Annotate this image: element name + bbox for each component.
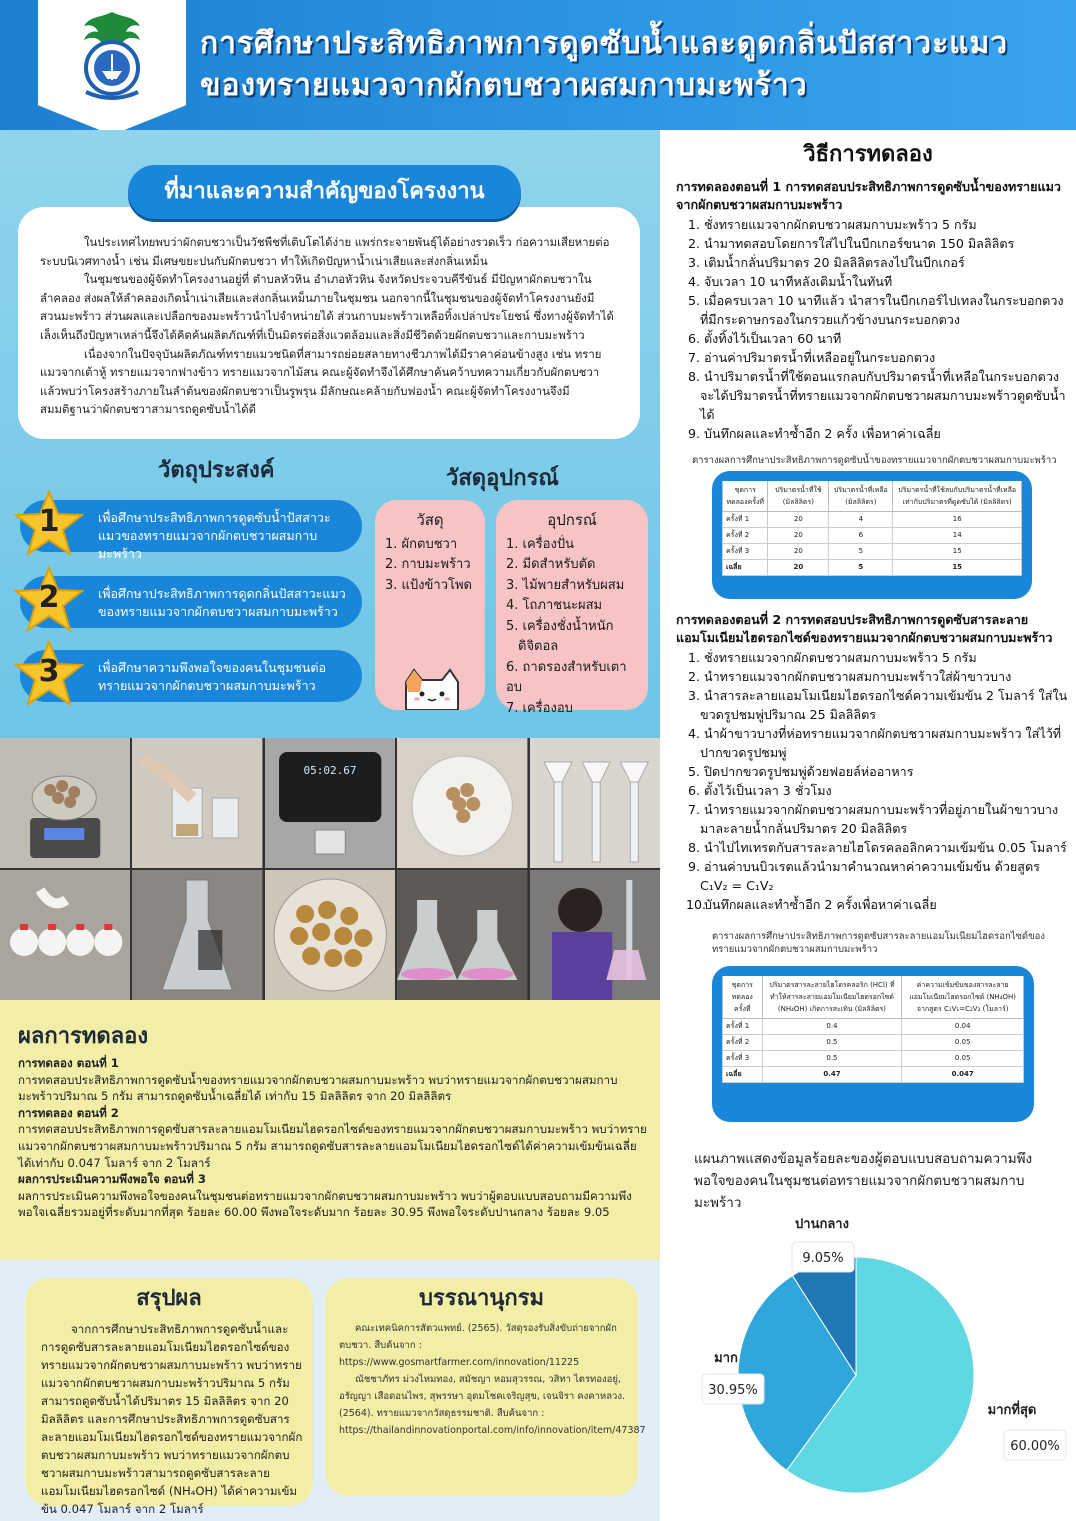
method-step: 5. ปิดปากขวดรูปชมพู่ด้วยฟอยล์ห่ออาหาร (687, 764, 914, 779)
method-step: 6. ตั้งไว้เป็นเวลา 3 ชั่วโมง (687, 783, 832, 798)
star-number: 2 (38, 580, 60, 615)
table2-header: ปริมาตรสารละลายไฮโดรคลอริก (HCl) ที่ทำให้สารละลายแอมโมเนียมไฮดรอกไซด์ (NH₄OH) เกิดการสะเทิน (มิลลิลิตร) (762, 976, 902, 1019)
objective-text: เพื่อศึกษาประสิทธิภาพการดูดกลิ่นปัสสาวะแมวของทรายแมวจากผักตบชวาผสมกาบมะพร้าว (98, 586, 346, 619)
references-title: บรรณานุกรม (418, 1286, 545, 1311)
equipment-item: 6. ถาดรองสำหรับเตาอบ (506, 659, 627, 695)
table2-header: ค่าความเข้มข้นของสารละลายแอมโมเนียมไฮดรอกไซด์ (NH₄OH) จากสูตร C₁V₁=C₂V₂ (โมลาร์) (902, 976, 1024, 1019)
materials-head: วัสดุ (416, 511, 444, 529)
reference-item: คณะเทคนิคการสัตวแพทย์. (2565). วัสดุรองรับสิ่งขับถ่ายจากผักตบชวา. สืบค้นจาก : https://www.gosmartfarmer.com/innovation/11225 (339, 1323, 617, 1368)
experiment-photo-grid (0, 738, 660, 1000)
objective-text: เพื่อศึกษาความพึงพอใจของคนในชุมชนต่อทรายแมวจากผักตบชวาผสมกาบมะพร้าว (98, 660, 327, 693)
table1-header: ปริมาตรน้ำที่ใช้ (มิลลิลิตร) (768, 481, 829, 512)
pie-value-label: 9.05% (802, 1251, 844, 1266)
star-badge-2 (14, 566, 84, 634)
method-step: 8. นำไปไทเทรตกับสารละลายไฮโดรคลอลิกความเข้มข้น 0.05 โมลาร์ (687, 840, 1067, 855)
cat-illustration-icon (400, 666, 464, 710)
method-step: 1. ชั่งทรายแมวจากผักตบชวาผสมกาบมะพร้าว 5 กรัม (687, 217, 977, 232)
table2-caption: ตารางผลการศึกษาประสิทธิภาพการดูดซับสารละลายแอมโมเนียมไฮดรอกไซด์ของทรายแมวจากผักตบชวาผสมกาบมะพร้าว (712, 931, 1045, 955)
reference-item: ณัชชาภัทร ม่วงไหมทอง, สมัชญา หอมสุวรรณ, วสิทา ไตรทองอยู่, อรัญญา เสือดอนไพร, สุพรรษา อุดมโชคเจริญสุข, เจนจิรา คงคาหลวง. (2564). ทรายแมวจากวัสดุธรรมชาติ. สืบค้นจาก : https://thailandinnovationportal.com/info/innovation/item/47387 (339, 1374, 646, 1436)
background-section-title: ที่มาและความสำคัญของโครงงาน (128, 165, 521, 219)
method-exp2-head: การทดลองตอนที่ 2 การทดสอบประสิทธิภาพการดูดซับสารละลายแอมโมเนียมไฮดรอกไซด์ของทรายแมวจากผักตบชวาผสมกาบมะพร้าว (676, 612, 1053, 645)
equipment-item: 2. มีดสำหรับตัด (506, 557, 596, 572)
table-row: ครั้งที่ 3 20 5 15 (723, 544, 1022, 560)
table1-caption: ตารางผลการศึกษาประสิทธิภาพการดูดซับน้ำของทรายแมวจากผักตบชวาผสมกาบมะพร้าว (692, 455, 1057, 466)
satisfaction-pie-chart (676, 1210, 1076, 1510)
method-step: 2. นำทรายแมวจากผักตบชวาผสมกาบมะพร้าวใส่ผ้าขาวบาง (687, 669, 1012, 684)
material-item: 3. แป้งข้าวโพด (385, 577, 472, 593)
material-item: 2. กาบมะพร้าว (385, 557, 471, 572)
table1-header: ปริมาตรน้ำที่เหลือ (มิลลิลิตร) (829, 481, 893, 512)
method-step: 9. อ่านค่าบนบิวเรตแล้วนำมาคำนวณหาค่าความเข้มข้น ด้วยสูตร C₁V₂ = C₁V₂ (687, 859, 1040, 893)
photo-cat-litter-plate (397, 738, 527, 868)
method-step: 1. ชั่งทรายแมวจากผักตบชวาผสมกาบมะพร้าว 5 กรัม (687, 650, 977, 665)
method-step: 10.บันทึกผลและทำซ้ำอีก 2 ครั้งเพื่อหาค่าเฉลี่ย (686, 897, 937, 912)
table2-frame (712, 966, 1034, 1122)
results-exp1-text: การทดสอบประสิทธิภาพการดูดซับน้ำของทรายแมวจากผักตบชวาผสมกาบมะพร้าว พบว่าทรายแมวจากผักตบชวาผสมกาบมะพร้าวปริมาณ 5 กรัม สามารถดูดซับน้ำเฉลี่ยได้ เท่ากับ 15 มิลลิลิตร จาก 20 มิลลิลิตร (18, 1072, 618, 1104)
background-paragraph-3: เนื่องจากในปัจจุบันผลิตภัณฑ์ทรายแมวชนิดที่สามารถย่อยสลายทางชีวภาพได้มีราคาค่อนข้างสูง เช่น ทรายแมวจากเต้าหู้ ทรายแมวจากฟางข้าว ทรายแมวจากไม้สน คณะผู้จัดทำจึงได้ศึกษาค้นคว้าบทความเกี่ยวกับผักตบชวาแล้วพบว่าโครงสร้างภายในลำต้นของผักตบชวาเป็นรูพรุน มีลักษณะคล้ายกับฟองน้ำ คณะผู้จัดทำโครงงานจึงมีสมมติฐานว่าผักตบชวาสามารถดูดซับน้ำได้ดี (40, 346, 602, 417)
photo-litter-pellets-bowl (265, 870, 395, 1000)
star-number: 1 (38, 504, 60, 539)
table1-header: ชุดการทดลองครั้งที่ (723, 481, 768, 512)
results-exp3-head: ผลการประเมินความพึงพอใจ ตอนที่ 3 (18, 1172, 206, 1187)
stopwatch-readout: 05:02.67 (303, 764, 357, 777)
method-step: 4. นำผ้าขาวบางที่ห่อทรายแมวจากผักตบชวาผสมกาบมะพร้าว ใส่ไว้ที่ปากขวดรูปชมพู่ (687, 726, 1062, 760)
method-step: 3. เติมน้ำกลั่นปริมาตร 20 มิลลิลิตรลงไปในบีกเกอร์ (687, 255, 965, 270)
photo-funnels-cylinders (530, 738, 660, 868)
materials-title: วัสดุอุปกรณ์ (446, 466, 559, 491)
photo-cloth-bundles (0, 870, 130, 1000)
table1-header: ปริมาตรน้ำที่ใช้ลบกับปริมาตรน้ำที่เหลือเท่ากับปริมาตรที่ดูดซับได้ (มิลลิลิตร) (893, 481, 1022, 512)
method-exp2-steps (676, 648, 1068, 914)
results-exp1-head: การทดลอง ตอนที่ 1 (18, 1056, 119, 1070)
equipment-item: 7. เครื่องอบ (506, 700, 573, 716)
method-step: 4. จับเวลา 10 นาทีหลังเติมน้ำในทันที (687, 274, 893, 289)
conclusion-text: จากการศึกษาประสิทธิภาพการดูดซับน้ำและการดูดซับสารละลายแอมโมเนียมไฮดรอกไซด์ของทรายแมวจากผักตบชวาผสมกาบมะพร้าว พบว่าทรายแมวจากผักตบชวาผสมกาบมะพร้าวปริมาณ 5 กรัม สามารถดูดซับน้ำได้ปริมาตร 15 มิลลิลิตร จาก 20 มิลลิลิตร และการศึกษาประสิทธิภาพการดูดซับสารละลายแอมโมเนียมไฮดรอกไซด์ของทรายแมวจากผักตบชวาผสมกาบมะพร้าว พบว่าทรายแมวจากผักตบชวาผสมกาบมะพร้าวสามารถดูดซับสารละลายแอมโมเนียมไฮดรอกไซด์ (NH₄OH) ได้ค่าความเข้มข้น 0.047 โมลาร์ จาก 2 โมลาร์ (41, 1322, 303, 1516)
method-title: วิธีการทดลอง (803, 142, 933, 167)
equipment-item: 4. โถภาชนะผสม (506, 598, 603, 613)
method-step: 9. บันทึกผลและทำซ้ำอีก 2 ครั้ง เพื่อหาค่าเฉลี่ย (687, 426, 941, 441)
method-step: 2. นำมาทดสอบโดยการใส่ไปในบีกเกอร์ขนาด 150 มิลลิลิตร (687, 236, 1015, 251)
equipment-item: ดิจิตอล (518, 639, 559, 654)
method-step: 7. อ่านค่าปริมาตรน้ำที่เหลืออยู่ในกระบอกตวง (687, 350, 936, 365)
method-step: 5. เมื่อครบเวลา 10 นาทีแล้ว นำสารในบีกเกอร์ไปเทลงในกระบอกตวงที่มีกระดาษกรองในกรวยแก้วข้างบนกระบอกตวง (687, 293, 1064, 327)
photo-beaker-pouring (132, 738, 262, 868)
table-row: ครั้งที่ 2 20 6 14 (723, 528, 1022, 544)
star-badge-3 (14, 640, 84, 708)
background-paragraph-1: ในประเทศไทยพบว่าผักตบชวาเป็นวัชพืชที่เติบโตได้ง่าย แพร่กระจายพันธุ์ได้อย่างรวดเร็ว ก่อความเสียหายต่อระบบนิเวศทางน้ำ เช่น มีเศษขยะปนกับผักตบชวา ทำให้เกิดปัญหาน้ำเน่าเสียและส่งกลิ่นเหม็น (40, 235, 610, 268)
equipment-box (496, 500, 648, 716)
results-exp3-text: ผลการประเมินความพึงพอใจของคนในชุมชนต่อทรายแมวจากผักตบชวาผสมกาบมะพร้าว พบว่าผู้ตอบแบบสอบถามมีความพึงพอใจเฉลี่ยรวมอยู่ที่ระดับมากที่สุด ร้อยละ 60.00 พึงพอใจระดับมาก ร้อยละ 30.95 พึงพอใจระดับปานกลาง ร้อยละ 9.05 (18, 1188, 632, 1220)
equipment-head: อุปกรณ์ (547, 511, 597, 529)
results-title: ผลการทดลอง (18, 1024, 149, 1049)
equipment-item: 3. ไม้พายสำหรับผสม (506, 577, 625, 593)
table-row: ครั้งที่ 3 0.5 0.05 (723, 1051, 1024, 1067)
equipment-item: 5. เครื่องชั่งน้ำหนัก (506, 618, 614, 634)
conclusion-title: สรุปผล (136, 1286, 202, 1311)
star-number: 3 (38, 654, 60, 689)
method-step: 6. ตั้งทิ้งไว้เป็นเวลา 60 นาที (687, 331, 842, 346)
page-title-line-2: ของทรายแมวจากผักตบชวาผสมกาบมะพร้าว (200, 68, 808, 103)
background-paragraph-2: ในชุมชนของผู้จัดทำโครงงานอยู่ที่ ตำบลหัวหิน อำเภอหัวหิน จังหวัดประจวบคีรีขันธ์ มีปัญหาผักตบชวาในลำคลอง ส่งผลให้ลำคลองเกิดน้ำเน่าเสียและส่งกลิ่นเหม็นภายในชุมชน นอกจากนี้ในชุมชนของผู้จัดทำโครงงานยังมีสวนมะพร้าว ส่วนผลและเปลือกของมะพร้าวนำไปจำหน่ายได้ ส่วนกาบมะพร้าวเหลือทิ้งเปล่าประโยชน์ ซึ่งทางผู้จัดทำได้เล็งเห็นถึงปัญหาเหล่านี้จึงได้คิดค้นผลิตภัณฑ์ที่เป็นมิตรต่อสิ่งแวดล้อมและสิ่งมีชีวิตด้วยผักตบชวาและกาบมะพร้าว (40, 272, 614, 342)
method-step: 3. นำสารละลายแอมโมเนียมไฮดรอกไซด์ความเข้มข้น 2 โมลาร์ ใส่ในขวดรูปชมพู่ปริมาณ 25 มิลลิลิตร (687, 688, 1068, 722)
method-step: 8. นำปริมาตรน้ำที่ใช้ตอนแรกลบกับปริมาตรน้ำที่เหลือในกระบอกตวง จะได้ปริมาตรน้ำที่ทรายแมวจากผักตบชวาผสมกาบมะพร้าวดูดซับน้ำได้ (687, 369, 1066, 422)
method-step: 7. นำทรายแมวจากผักตบชวาผสมกาบมะพร้าวที่อยู่ภายในผ้าขาวบาง มาละลายน้ำกลั่นปริมาตร 20 มิลลิลิตร (687, 802, 1059, 836)
results-body (18, 1055, 650, 1221)
photo-flask-in-hand (132, 870, 262, 1000)
table-row: ครั้งที่ 1 0.4 0.04 (723, 1019, 1024, 1035)
pie-category-label: มาก (714, 1351, 738, 1366)
chart-title: แผนภาพแสดงข้อมูลร้อยละของผู้ตอบแบบสอบถามความพึงพอใจของคนในชุมชนต่อทรายแมวจากผักตบชวาผสมกาบมะพร้าว (694, 1151, 1033, 1211)
pie-category-label: มากที่สุด (987, 1403, 1037, 1418)
pie-value-label: 30.95% (708, 1383, 758, 1398)
pie-value-label: 60.00% (1010, 1439, 1060, 1454)
table-row-average: เฉลี่ย 20 5 15 (723, 560, 1022, 576)
photo-student-titrating (530, 870, 660, 1000)
table-row: ครั้งที่ 1 20 4 16 (723, 512, 1022, 528)
page-title-line-1: การศึกษาประสิทธิภาพการดูดซับน้ำและดูดกลิ่นปัสสาวะแมว (200, 26, 1009, 61)
photo-stopwatch (265, 738, 395, 868)
table2-header: ชุดการทดลองครั้งที่ (723, 976, 763, 1019)
school-emblem-icon (70, 8, 154, 108)
table1 (722, 481, 1022, 576)
objective-text: เพื่อศึกษาประสิทธิภาพการดูดซับน้ำปัสสาวะแมวของทรายแมวจากผักตบชวาผสมกาบมะพร้าว (98, 510, 331, 561)
method-exp1-head: การทดลองตอนที่ 1 การทดสอบประสิทธิภาพการดูดซับน้ำของทรายแมวจากผักตบชวาผสมกาบมะพร้าว (676, 179, 1061, 212)
table1-frame (712, 471, 1032, 599)
table-row-average: เฉลี่ย 0.47 0.047 (723, 1067, 1024, 1083)
table-row: ครั้งที่ 2 0.5 0.05 (723, 1035, 1024, 1051)
star-badge-1 (14, 490, 84, 558)
pie-category-label: ปานกลาง (795, 1217, 849, 1232)
photo-titration-flasks (397, 870, 527, 1000)
material-item: 1. ผักตบชวา (385, 536, 458, 552)
objectives-title: วัตถุประสงค์ (158, 458, 275, 483)
equipment-item: 1. เครื่องปั่น (506, 536, 574, 552)
photo-weighing-scale (0, 738, 130, 868)
results-exp2-head: การทดลอง ตอนที่ 2 (18, 1105, 119, 1120)
method-exp1-steps (676, 215, 1068, 443)
table2 (722, 976, 1024, 1083)
background-text-box (18, 207, 640, 439)
results-exp2-text: การทดสอบประสิทธิภาพการดูดซับสารละลายแอมโมเนียมไฮดรอกไซด์ของทรายแมวจากผักตบชวาผสมกาบมะพร้าว พบว่าทรายแมวจากผักตบชวาผสมกาบมะพร้าวปริมาณ 5 กรัม สามารถดูดซับสารละลายแอมโมเนียมไฮดรอกไซด์ได้ค่าความเข้มข้นเฉลี่ยได้เท่ากับ 0.047 โมลาร์ จาก 2 โมลาร์ (18, 1122, 647, 1170)
